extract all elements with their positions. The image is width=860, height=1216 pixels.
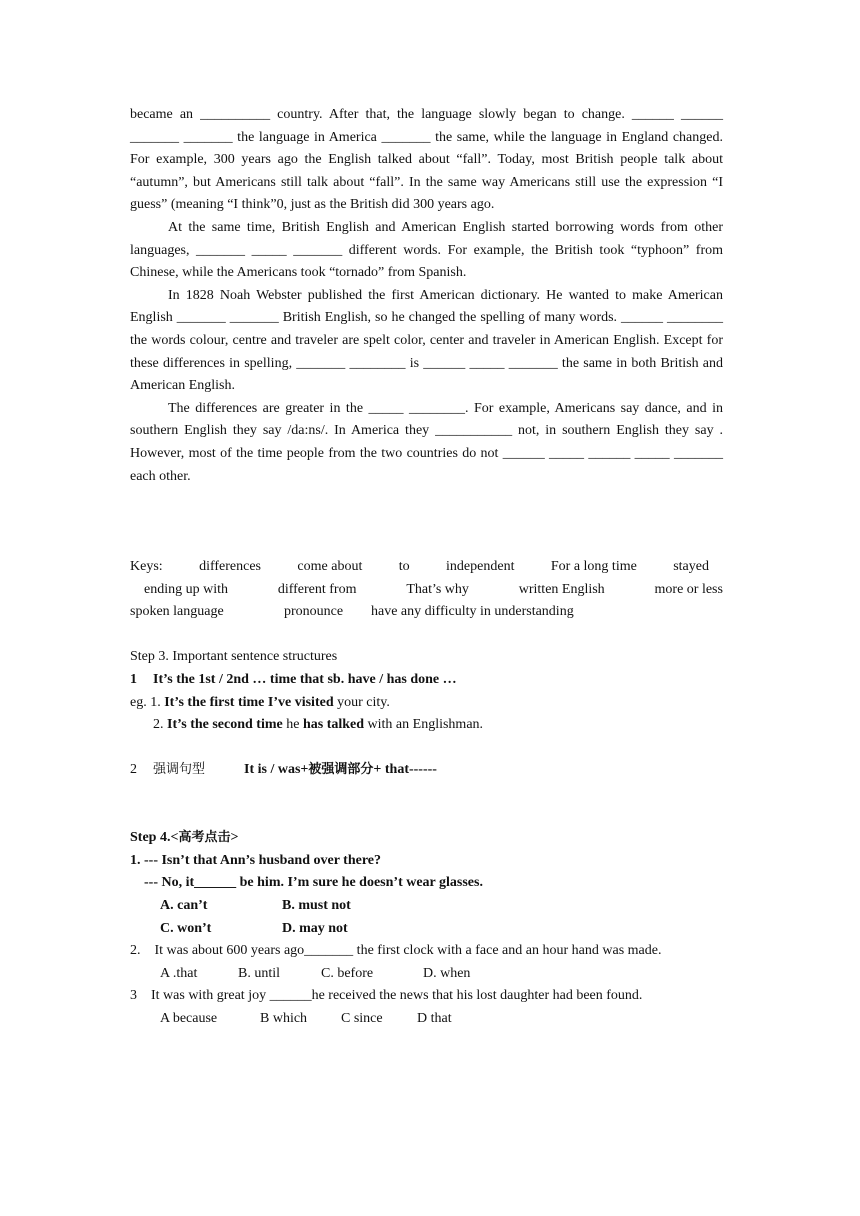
key-word: spoken language [130, 604, 224, 620]
key-word: For a long time [550, 559, 637, 575]
structure-pattern: It is / was+ [244, 762, 309, 778]
example-highlight: It’s the second time [167, 717, 283, 733]
structure-number: 1 [130, 672, 137, 688]
question-2-options [130, 963, 723, 986]
example-prefix: 2. [153, 717, 167, 733]
key-word: That’s why [406, 581, 469, 597]
option-d: D. may not [282, 920, 348, 936]
option-c: C. won’t [160, 920, 212, 936]
spacer [130, 737, 723, 760]
structure-title: It’s the 1st / 2nd … time that sb. have / has done … [153, 672, 457, 688]
structure-number: 2 [130, 762, 137, 778]
example-text: he [282, 717, 303, 733]
question-1-options-ab [130, 895, 723, 918]
keys-line-1 [130, 556, 723, 579]
option-b: B. until [238, 965, 281, 981]
question-1-line-2: --- No, it______ be him. I’m sure he doesn’t wear glasses. [144, 875, 483, 891]
passage-paragraph-3: In 1828 Noah Webster published the first American dictionary. He wanted to make American English _______ _______ British English, so he changed the spelling of many words. ______ ________ the words colour, centre and traveler are spelt color, center and traveler in American English. Except for these differences in spelling, _______ ________ is ______ _____ _______ the same in both British and American English. [130, 287, 723, 394]
example-2 [130, 714, 723, 737]
key-word: differences [199, 559, 262, 575]
question-3-options [130, 1008, 723, 1031]
question-3: 3 It was with great joy ______he received the news that his lost daughter had been found. [130, 988, 643, 1004]
option-d: D. when [423, 965, 471, 981]
option-c: C. before [321, 965, 374, 981]
example-highlight: has talked [302, 717, 365, 733]
structure-title-cn: 强调句型 [153, 762, 206, 778]
key-word: come about [297, 559, 363, 575]
example-text: your city. [333, 694, 390, 710]
passage-paragraph-4: The differences are greater in the _____ ________. For example, Americans say dance, and in southern English they say /da:ns/. In America they ___________ not, in southern English they say . However, most of the time people from the two countries do not ______ _____ ______ _____ _______ each other. [130, 400, 723, 484]
spacer [130, 488, 723, 556]
keys-label: Keys: [130, 559, 163, 575]
option-a: A .that [160, 965, 198, 981]
structure-pattern: + that------ [373, 762, 437, 778]
question-1-options-cd [130, 918, 723, 941]
question-1-line-1: 1. --- Isn’t that Ann’s husband over there? [130, 852, 381, 868]
passage-paragraph-1: became an __________ country. After that, the language slowly began to change. ______ ______ _______ _______ the language in America _______ the same, while the language in England changed. For example, 300 years ago the English talked about “fall”. Today, most British people talk about “autumn”, but Americans still talk about “fall”. In the same way Americans still use the expression “I guess” (meaning “I think”0, just as the British did 300 years ago. [130, 107, 723, 213]
key-word: pronounce [284, 604, 344, 620]
example-prefix: eg. 1. [130, 694, 165, 710]
key-word: to [398, 559, 410, 575]
keys-line-3 [130, 601, 723, 624]
key-word: independent [446, 559, 515, 575]
key-word: different from [277, 581, 357, 597]
key-word: have any difficulty in understanding [371, 604, 574, 620]
structure-1 [130, 669, 723, 692]
spacer [130, 805, 723, 828]
example-highlight: It’s the first time I’ve visited [164, 694, 334, 710]
keys-line-2 [130, 579, 723, 602]
option-b: B which [260, 1010, 308, 1026]
spacer [130, 624, 723, 647]
example-1 [130, 692, 723, 715]
option-c: C since [341, 1010, 383, 1026]
step4-heading-text: Step 4.< [130, 830, 179, 846]
option-a: A. can’t [160, 898, 208, 913]
document-page [130, 104, 723, 1031]
spacer [130, 782, 723, 805]
key-word: stayed [673, 559, 709, 575]
key-word: written English [518, 581, 605, 597]
option-b: B. must not [282, 898, 351, 913]
key-word: ending up with [144, 581, 228, 597]
step4-heading-cn: 高考点击 [178, 830, 231, 846]
step4-heading [130, 827, 723, 850]
question-2: 2. It was about 600 years ago_______ the first clock with a face and an hour hand was made. [130, 943, 662, 959]
example-text: with an Englishman. [364, 717, 484, 733]
option-a: A because [160, 1010, 218, 1026]
step4-heading-text: > [230, 830, 239, 846]
step3-heading: Step 3. Important sentence structures [130, 649, 338, 665]
structure-2 [130, 759, 723, 782]
passage-paragraph-2: At the same time, British English and American English started borrowing words from other languages, _______ _____ _______ different words. For example, the British took “typhoon” from Chinese, while the Americans took “tornado” from Spanish. [130, 219, 723, 281]
option-d: D that [417, 1010, 452, 1026]
key-word: more or less [654, 581, 723, 597]
structure-pattern-cn: 被强调部分 [308, 762, 374, 778]
